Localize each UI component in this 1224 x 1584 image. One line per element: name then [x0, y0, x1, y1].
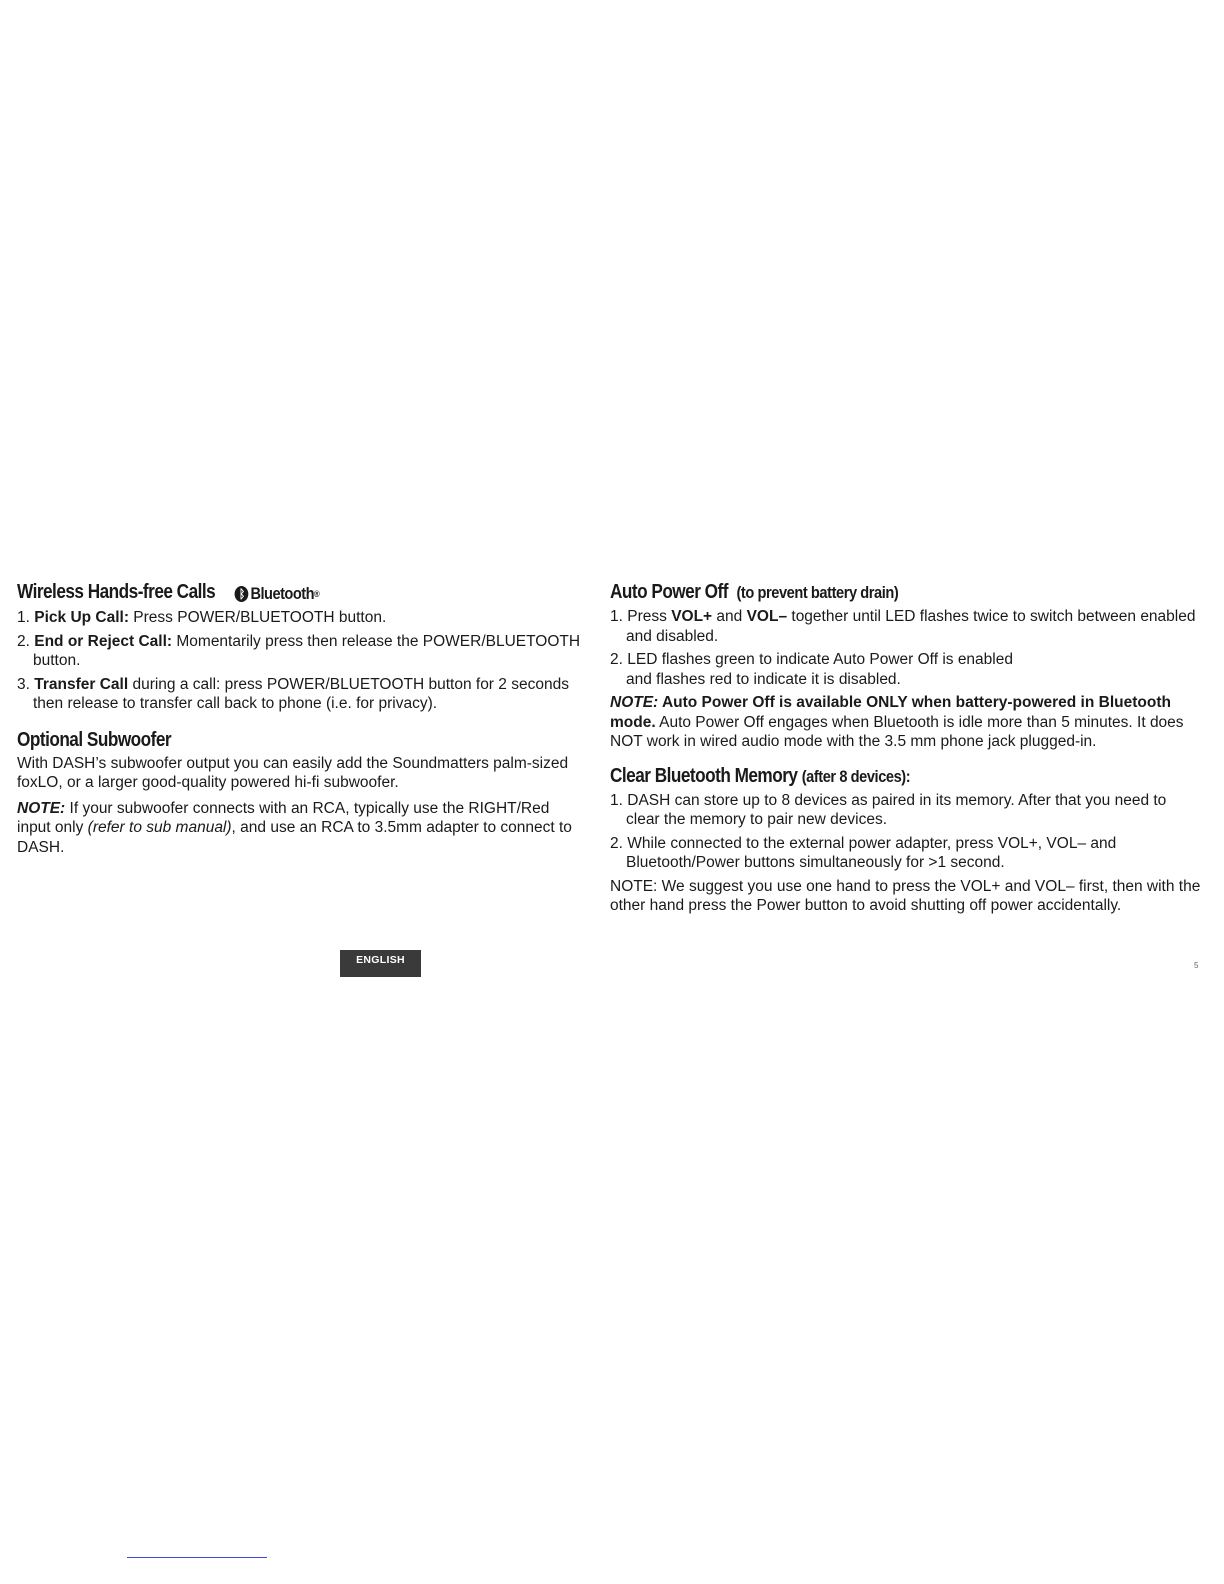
calls-heading: Wireless Hands-free Calls ᛒ Bluetooth ®	[17, 580, 507, 606]
list-item: 1. Pick Up Call: Press POWER/BLUETOOTH button.	[17, 609, 387, 626]
auto-off-list	[610, 607, 1204, 689]
list-item: 2. End or Reject Call: Momentarily press then release the POWER/BLUETOOTH button.	[17, 632, 581, 669]
clear-memory-heading: Clear Bluetooth Memory (after 8 devices):	[610, 764, 911, 787]
clear-memory-note: NOTE: We suggest you use one hand to press the VOL+ and VOL– first, then with the other hand press the Power button to avoid shutting off power accidentally.	[610, 877, 1201, 914]
left-column	[17, 580, 587, 857]
list-item: 1. DASH can store up to 8 devices as paired in its memory. After that you need to clear the memory to pair new devices.	[610, 791, 1167, 828]
scan-artifact-line	[127, 1557, 267, 1558]
clear-memory-list	[610, 791, 1204, 873]
language-tag: ENGLISH	[340, 950, 421, 977]
bluetooth-icon: ᛒ	[235, 586, 249, 602]
list-item: 2. LED flashes green to indicate Auto Power Off is enabled and flashes red to indicate it is disabled.	[610, 651, 1013, 688]
calls-list	[17, 608, 587, 714]
list-item: 1. Press VOL+ and VOL– together until LED flashes twice to switch between enabled and disabled.	[610, 608, 1196, 645]
page-number: 5	[1194, 961, 1199, 970]
auto-off-heading: Auto Power Off (to prevent battery drain)	[610, 581, 899, 603]
subwoofer-body: With DASH’s subwoofer output you can easily add the Soundmatters palm-sized foxLO, or a larger good-quality powered hi-fi subwoofer.	[17, 754, 569, 791]
subwoofer-note: NOTE: If your subwoofer connects with an RCA, typically use the RIGHT/Red input only (refer to sub manual), and use an RCA to 3.5mm adapter to connect to DASH.	[17, 799, 572, 856]
list-item: 3. Transfer Call during a call: press POWER/BLUETOOTH button for 2 seconds then release to transfer call back to phone (i.e. for privacy).	[17, 675, 569, 712]
bluetooth-logo: ᛒ Bluetooth ®	[235, 582, 319, 606]
right-column	[610, 580, 1204, 916]
auto-off-note: NOTE: Auto Power Off is available ONLY when battery-powered in Bluetooth mode. Auto Power Off engages when Bluetooth is idle more than 5 minutes. It does NOT work in wired audio mode with the 3.5 mm phone jack plugged-in.	[610, 694, 1184, 750]
list-item: 2. While connected to the external power adapter, press VOL+, VOL– and Bluetooth/Power buttons simultaneously for >1 second.	[610, 834, 1117, 871]
subwoofer-heading: Optional Subwoofer	[17, 728, 172, 751]
